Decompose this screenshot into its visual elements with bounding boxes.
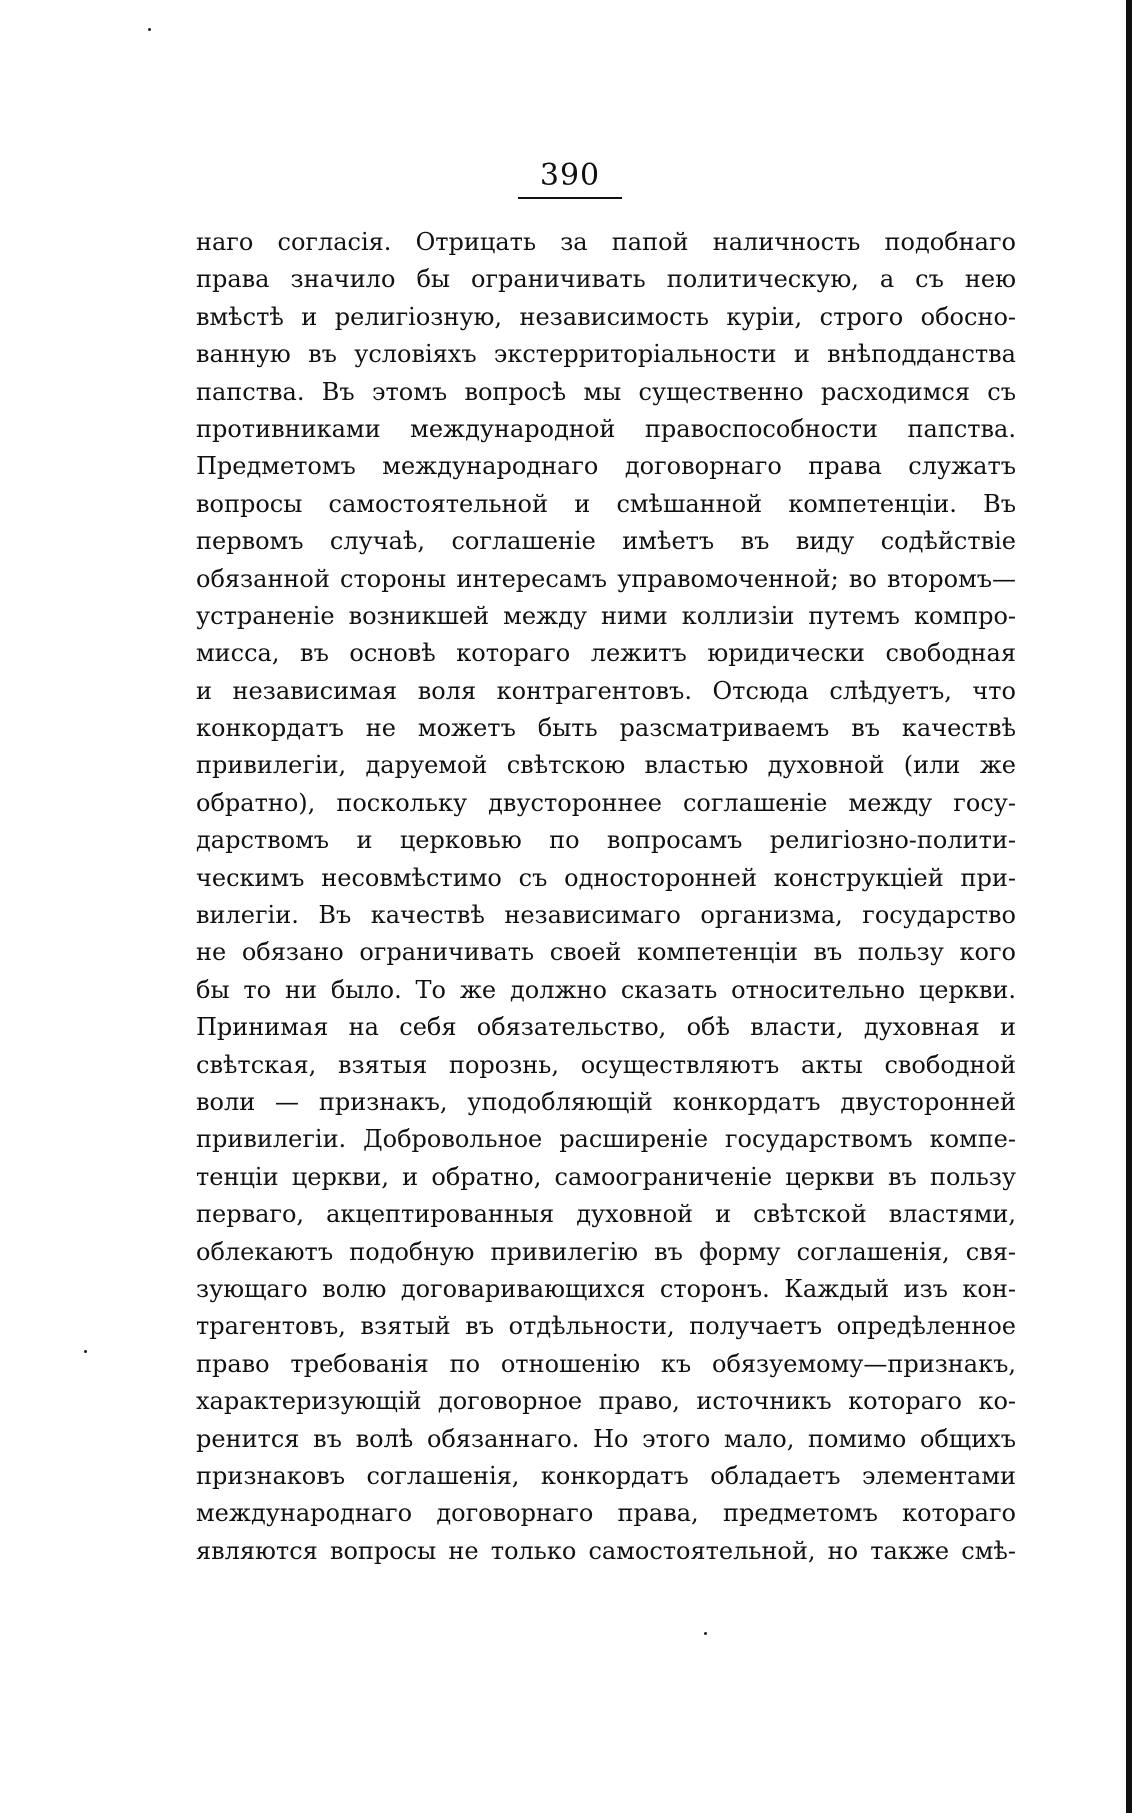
text-line: привилегіи. Добровольное расширеніе государствомъ компе- bbox=[196, 1125, 1016, 1154]
scan-speck bbox=[704, 1632, 707, 1635]
text-line: ванную въ условіяхъ экстерриторіальности и внѣподданства bbox=[196, 340, 1016, 369]
scan-speck bbox=[148, 28, 151, 31]
text-line: тенціи церкви, и обратно, самоограниченіе церкви въ пользу bbox=[196, 1162, 1016, 1191]
text-line: ренится въ волѣ обязаннаго. Но этого мало, помимо общихъ bbox=[196, 1424, 1016, 1453]
text-line: являются вопросы не только самостоятельной, но также смѣ- bbox=[196, 1536, 1016, 1565]
text-line: зующаго волю договаривающихся сторонъ. Каждый изъ кон- bbox=[196, 1274, 1016, 1303]
text-line: бы то ни было. То же должно сказать относительно церкви. bbox=[196, 975, 1016, 1004]
text-line: Предметомъ международнаго договорнаго права служатъ bbox=[196, 452, 1016, 481]
text-line: обратно), поскольку двустороннее соглашеніе между госу- bbox=[196, 788, 1016, 817]
page-number-text: 390 bbox=[518, 158, 622, 199]
text-line: вмѣстѣ и религіозную, независимость куріи, строго обосно- bbox=[196, 302, 1016, 331]
text-line: привилегіи, даруемой свѣтскою властью духовной (или же bbox=[196, 751, 1016, 780]
text-line: Принимая на себя обязательство, обѣ власти, духовная и bbox=[196, 1013, 1016, 1042]
text-line: не обязано ограничивать своей компетенціи въ пользу кого bbox=[196, 938, 1016, 967]
body-text bbox=[196, 224, 1016, 1570]
text-line: вопросы самостоятельной и смѣшанной компетенціи. Въ bbox=[196, 489, 1016, 518]
text-line: и независимая воля контрагентовъ. Отсюда слѣдуетъ, что bbox=[196, 676, 1016, 705]
text-line: свѣтская, взятыя порознь, осуществляютъ акты свободной bbox=[196, 1050, 1016, 1079]
scan-edge-border bbox=[1126, 0, 1132, 1813]
text-line: ческимъ несовмѣстимо съ односторонней конструкціей при- bbox=[196, 863, 1016, 892]
text-line: дарствомъ и церковью по вопросамъ религіозно-полити- bbox=[196, 826, 1016, 855]
text-line: конкордатъ не можетъ быть разсматриваемъ въ качествѣ bbox=[196, 714, 1016, 743]
text-line: облекаютъ подобную привилегію въ форму соглашенія, свя- bbox=[196, 1237, 1016, 1266]
text-line: первомъ случаѣ, соглашеніе имѣетъ въ виду содѣйствіе bbox=[196, 527, 1016, 556]
text-line: трагентовъ, взятый въ отдѣльности, получаетъ опредѣленное bbox=[196, 1312, 1016, 1341]
text-line: противниками международной правоспособности папства. bbox=[196, 414, 1016, 443]
text-line: папства. Въ этомъ вопросѣ мы существенно расходимся съ bbox=[196, 377, 1016, 406]
text-line: перваго, акцептированныя духовной и свѣтской властями, bbox=[196, 1200, 1016, 1229]
text-line: признаковъ соглашенія, конкордатъ обладаетъ элементами bbox=[196, 1461, 1016, 1490]
text-line: воли — признакъ, уподобляющій конкордатъ двусторонней bbox=[196, 1087, 1016, 1116]
page-number bbox=[0, 158, 1140, 199]
text-line: права значило бы ограничивать политическую, а съ нею bbox=[196, 265, 1016, 294]
text-line: международнаго договорнаго права, предметомъ котораго bbox=[196, 1499, 1016, 1528]
text-line: обязанной стороны интересамъ управомоченной; во второмъ— bbox=[196, 564, 1016, 593]
text-line: мисса, въ основѣ котораго лежитъ юридически свободная bbox=[196, 639, 1016, 668]
scan-speck bbox=[84, 1350, 87, 1353]
text-line: вилегіи. Въ качествѣ независимаго организма, государство bbox=[196, 901, 1016, 930]
text-line: наго согласія. Отрицать за папой наличность подобнаго bbox=[196, 228, 1016, 256]
text-line: характеризующій договорное право, источникъ котораго ко- bbox=[196, 1387, 1016, 1416]
text-line: право требованія по отношенію къ обязуемому—признакъ, bbox=[196, 1349, 1016, 1378]
text-line: устраненіе возникшей между ними коллизіи путемъ компро- bbox=[196, 601, 1016, 630]
